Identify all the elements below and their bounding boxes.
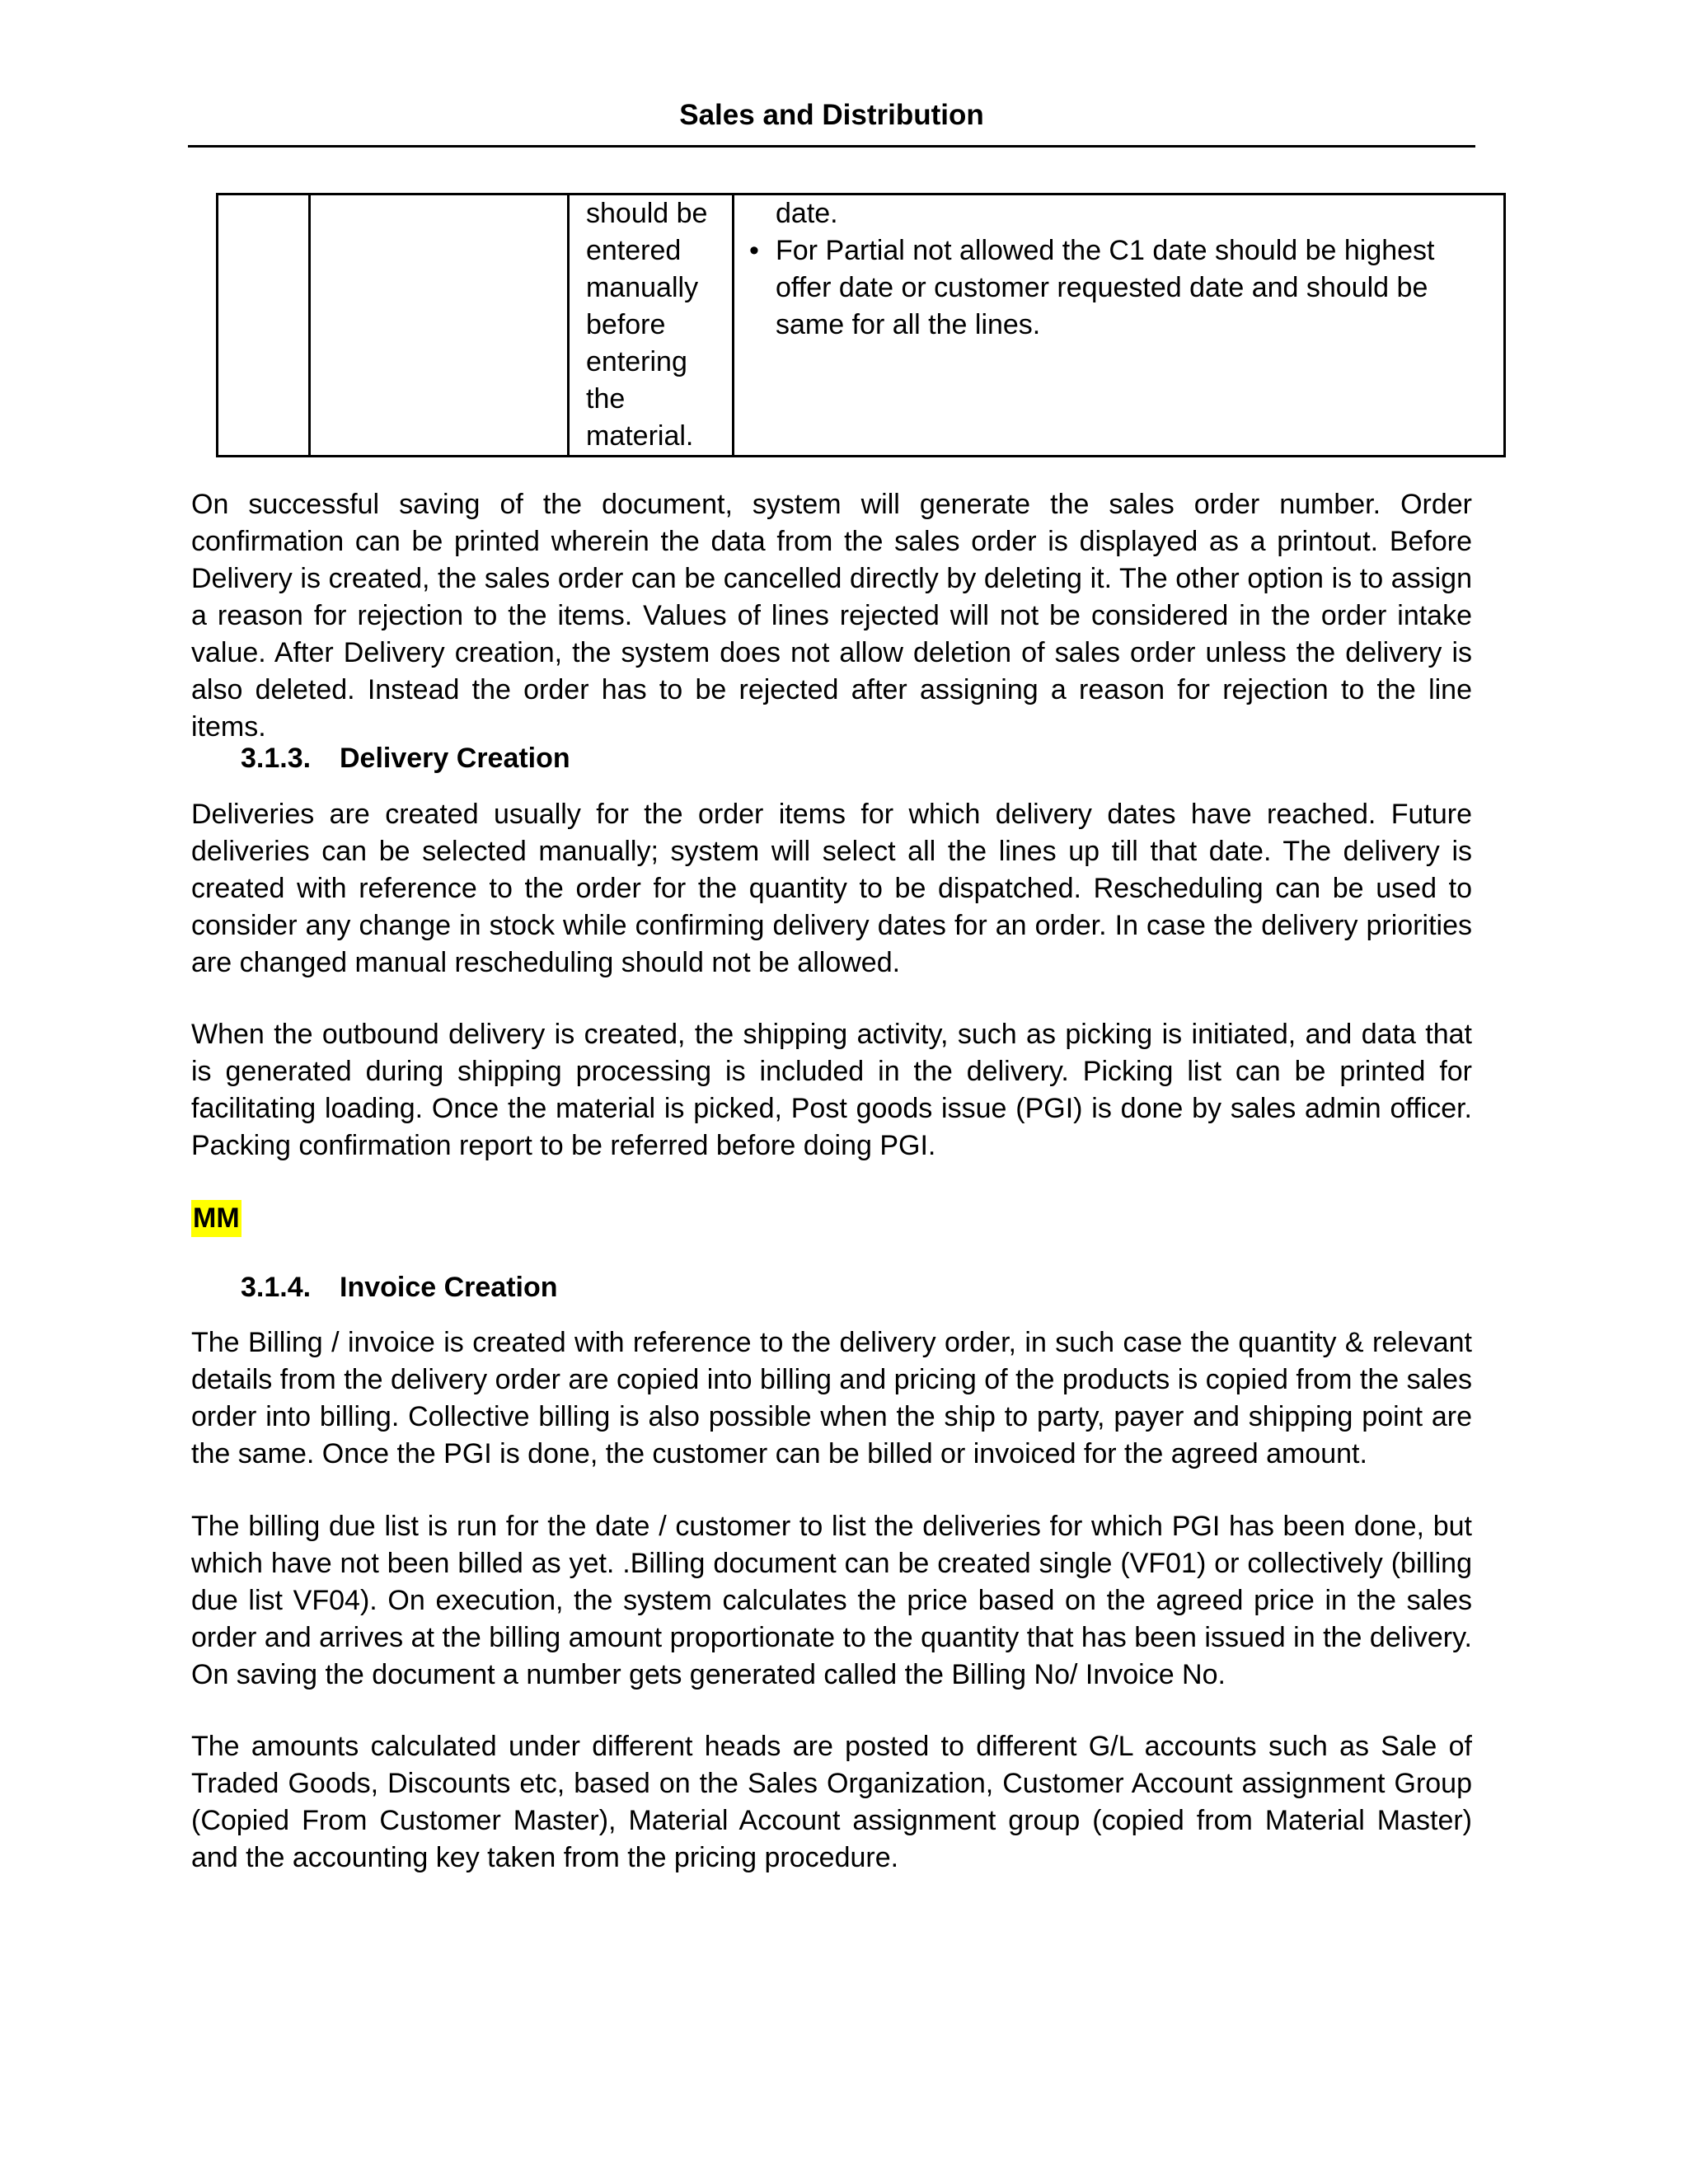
table-row	[218, 194, 1505, 457]
section-title: Delivery Creation	[340, 743, 570, 774]
paragraph-order-saving: On successful saving of the document, system will generate the sales order number. Order confirmation can be printed wherein the data from the sales order is displayed as a printout. Before Delivery is created, the sales order can be cancelled directly by deleting it. The other option is to assign a reason for rejection to the items. Values of lines rejected will not be considered in the order intake value. After Delivery creation, the system does not allow deletion of sales order unless the delivery is also deleted. Instead the order has to be rejected after assigning a reason for rejection to the line items.	[191, 489, 1472, 743]
continuation-table	[216, 193, 1506, 457]
paragraph-outbound-delivery: When the outbound delivery is created, the shipping activity, such as picking is initiated, and data that is generated during shipping processing is included in the delivery. Picking list can be printed for facilitating loading. Once the material is picked, Post goods issue (PGI) is done by sales admin officer. Packing confirmation report to be referred before doing PGI.	[191, 1019, 1472, 1161]
note-line: manually	[586, 272, 699, 303]
table-cell-note	[569, 194, 734, 457]
highlight-label: MM	[191, 1200, 241, 1237]
note-line: before	[586, 309, 666, 340]
note-line: material.	[586, 420, 694, 452]
detail-bullet-list	[749, 232, 1497, 344]
note-line: entered	[586, 235, 682, 266]
table-cell-empty-1	[218, 194, 310, 457]
section-heading-delivery	[241, 740, 570, 777]
page-header-title: Sales and Distribution	[679, 99, 984, 131]
note-line: entering	[586, 346, 687, 377]
bullet-icon: •	[749, 235, 759, 266]
paragraph-billing-due-list: The billing due list is run for the date / customer to list the deliveries for which PGI has been done, but which have not been billed as yet. .Billing document can be created single (VF01) or collectively (billing due list VF04). On execution, the system calculates the price based on the agreed price in the sales order and arrives at the billing amount proportionate to the quantity that has been issued in the delivery. On saving the document a number gets generated called the Billing No/ Invoice No.	[191, 1511, 1472, 1690]
paragraph-delivery: Deliveries are created usually for the order items for which delivery dates have reached. Future deliveries can be selected manually; system will select all the lines up till that date. The delivery is created with reference to the order for the quantity to be dispatched. Rescheduling can be used to consider any change in stock while confirming delivery dates for an order. In case the delivery priorities are changed manual rescheduling should not be allowed.	[191, 799, 1472, 978]
list-item	[749, 232, 1497, 344]
header-divider	[188, 145, 1475, 148]
section-title: Invoice Creation	[340, 1272, 558, 1303]
table-cell-empty-2	[310, 194, 569, 457]
section-number: 3.1.4.	[241, 1272, 312, 1303]
note-line: the	[586, 383, 626, 415]
note-line: should be	[586, 198, 708, 229]
section-number: 3.1.3.	[241, 743, 312, 774]
paragraph-gl-posting: The amounts calculated under different heads are posted to different G/L accounts such as Sale of Traded Goods, Discounts etc, based on the Sales Organization, Customer Account assignment Group (Copied From Customer Master), Material Account assignment group (copied from Material Master) and the accounting key taken from the pricing procedure.	[191, 1731, 1472, 1873]
paragraph-billing: The Billing / invoice is created with reference to the delivery order, in such case the quantity & relevant details from the delivery order are copied into billing and pricing of the products is copied from the sales order into billing. Collective billing is also possible when the ship to party, payer and shipping point are the same. Once the PGI is done, the customer can be billed or invoiced for the agreed amount.	[191, 1327, 1472, 1469]
table-cell-detail	[734, 194, 1505, 457]
section-heading-invoice	[241, 1269, 558, 1306]
detail-intro: date.	[776, 198, 838, 229]
bullet-text: For Partial not allowed the C1 date should be highest offer date or customer requested date and should be same for all the lines.	[776, 235, 1435, 340]
